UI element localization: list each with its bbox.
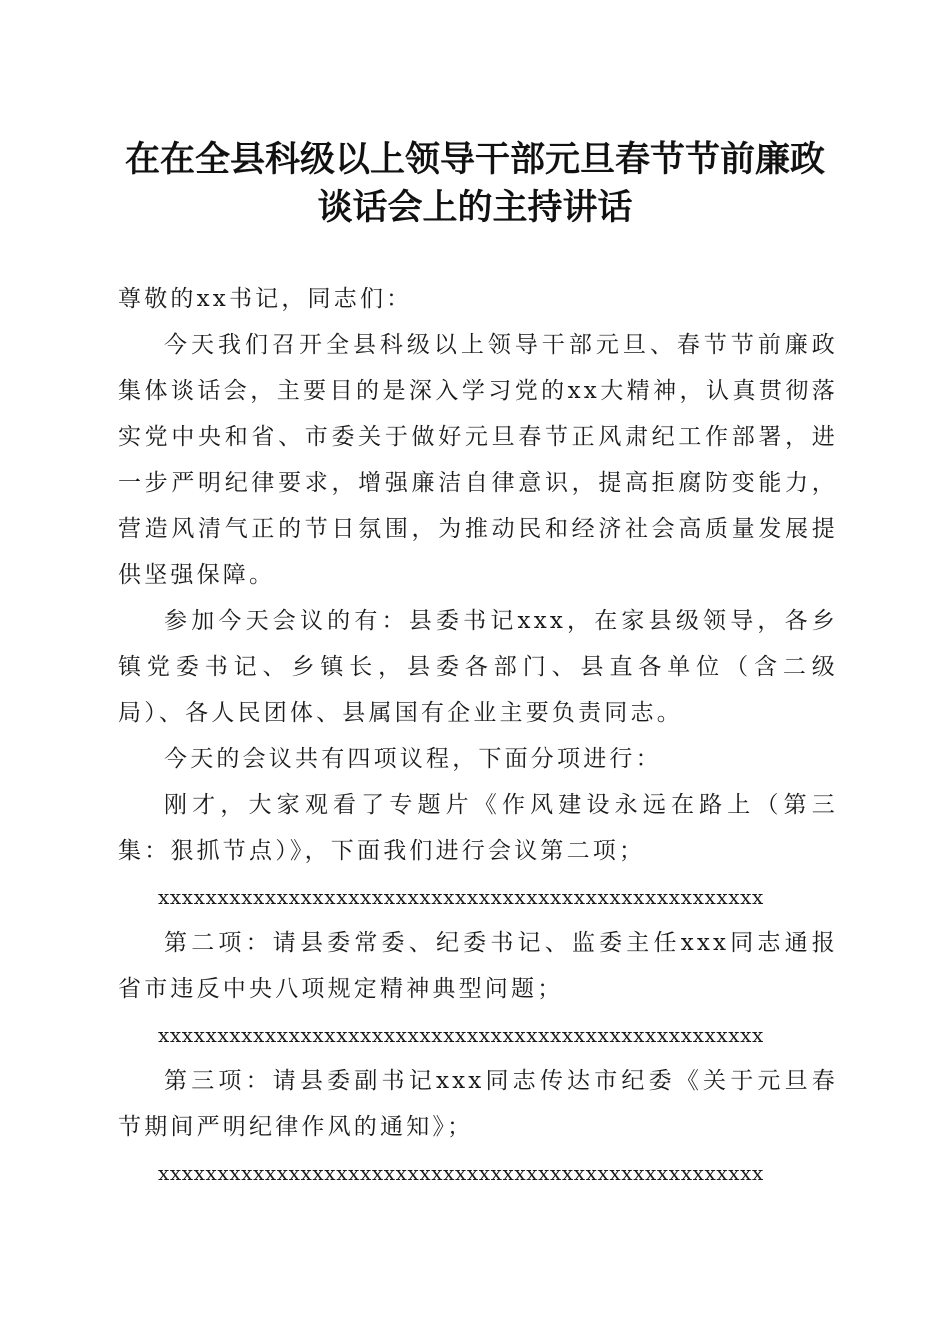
paragraph-item-3: 第三项：请县委副书记xxx同志传达市纪委《关于元旦春节期间严明纪律作风的通知》； (118, 1068, 838, 1140)
document-body (118, 276, 838, 1196)
document-title-line-2: 谈话会上的主持讲话 (317, 188, 633, 228)
placeholder-line-3: xxxxxxxxxxxxxxxxxxxxxxxxxxxxxxxxxxxxxxxxxxxxxxxxxxx (158, 1161, 764, 1185)
greeting: 尊敬的xx书记，同志们： (118, 286, 413, 312)
paragraph-item-1: 刚才，大家观看了专题片《作风建设永远在路上（第三集：狠抓节点）》，下面我们进行会议第二项； (118, 792, 838, 864)
paragraph-agenda: 今天的会议共有四项议程，下面分项进行： (164, 746, 662, 772)
placeholder-line-2: xxxxxxxxxxxxxxxxxxxxxxxxxxxxxxxxxxxxxxxxxxxxxxxxxxx (158, 1023, 764, 1047)
paragraph-attendees: 参加今天会议的有：县委书记xxx，在家县级领导，各乡镇党委书记、乡镇长，县委各部门、县直各单位（含二级局）、各人民团体、县属国有企业主要负责同志。 (118, 608, 838, 726)
placeholder-line-1: xxxxxxxxxxxxxxxxxxxxxxxxxxxxxxxxxxxxxxxxxxxxxxxxxxx (158, 885, 764, 909)
paragraph-item-2: 第二项：请县委常委、纪委书记、监委主任xxx同志通报省市违反中央八项规定精神典型问题； (118, 930, 838, 1002)
paragraph-purpose: 今天我们召开全县科级以上领导干部元旦、春节节前廉政集体谈话会，主要目的是深入学习党的xx大精神，认真贯彻落实党中央和省、市委关于做好元旦春节正风肃纪工作部署，进一步严明纪律要求，增强廉洁自律意识，提高拒腐防变能力，营造风清气正的节日氛围，为推动民和经济社会高质量发展提供坚强保障。 (118, 332, 838, 588)
document-title-line-1: 在在全县科级以上领导干部元旦春节节前廉政 (124, 140, 825, 180)
